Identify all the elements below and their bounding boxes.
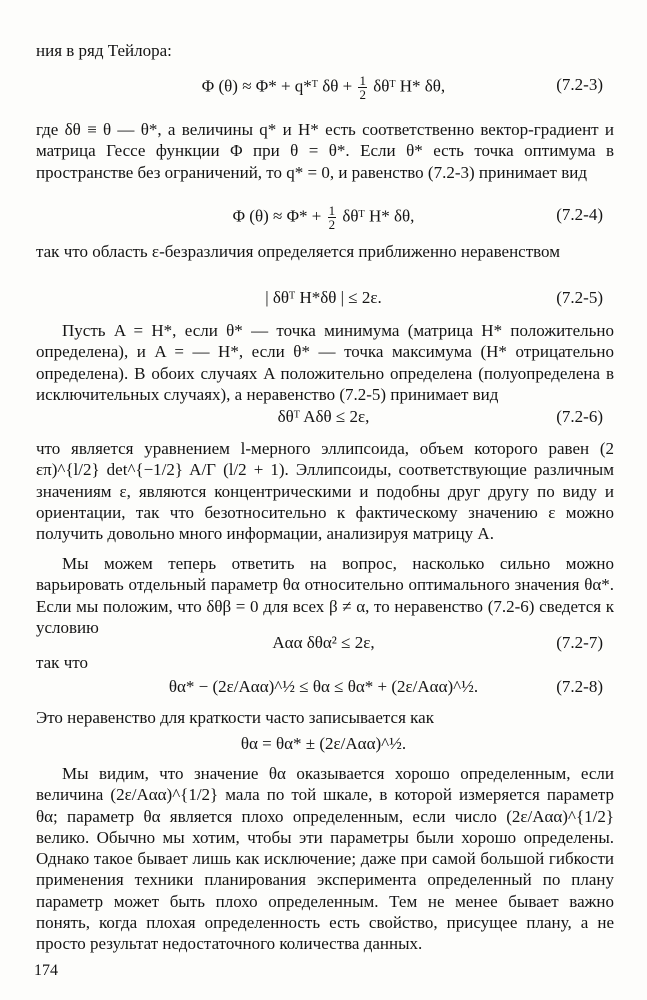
equation-number: (7.2-8): [556, 677, 603, 696]
fraction-one-half: $\frac{1}{2}$: [359, 73, 366, 102]
paragraph-matrix-a: Пусть A = H*, если θ* — точка минимума (матрица H* положительно определена), и A = — H*, если θ* — точка максимума (H* отрицательно определена). В обоих случаях A положительно определена (полуопределена в исключительных случаях), а неравенство (7.2-5) принимает вид: [36, 321, 614, 404]
equation-7-2-3: [0, 73, 647, 102]
equation-number: (7.2-3): [556, 75, 603, 94]
paragraph-short-form: Это неравенство для краткости часто записывается как: [36, 708, 434, 727]
equation-7-2-5: [0, 287, 647, 311]
paragraph-indifference-region: так что область ε-безразличия определяется приближенно неравенством: [36, 242, 560, 261]
equation-formula: θα = θα* ± (2ε/Aαα)^½.: [240, 734, 407, 753]
equation-formula: Φ (θ) ≈ Φ* + $\frac{1}{2}$ δθᵀ H* δθ,: [232, 203, 415, 232]
equation-formula: | δθᵀ H*δθ | ≤ 2ε.: [265, 288, 382, 307]
equation-7-2-6: [0, 406, 647, 430]
equation-7-2-8: [0, 676, 647, 700]
paragraph-gradient-hessian: где δθ ≡ θ — θ*, а величины q* и H* есть соответственно вектор-градиент и матрица Гессе функции Φ при θ = θ*. Если θ* есть точка оптимума в пространстве без ограничений, то q* = 0, и равенство (7.2-3) принимает вид: [36, 120, 614, 182]
equation-7-2-4: [0, 203, 647, 232]
equation-number: (7.2-6): [556, 407, 603, 426]
page-number: 174: [34, 962, 58, 979]
paragraph-taylor-intro: ния в ряд Тейлора:: [36, 41, 172, 60]
equation-formula: θα* − (2ε/Aαα)^½ ≤ θα ≤ θα* + (2ε/Aαα)^½.: [168, 677, 479, 696]
paragraph-so-that: так что: [36, 653, 88, 672]
fraction-one-half: $\frac{1}{2}$: [328, 203, 336, 232]
equation-formula: Φ (θ) ≈ Φ* + q*ᵀ δθ + $\frac{1}{2}$ δθᵀ H* δθ,: [201, 73, 446, 102]
equation-formula: Aαα δθα² ≤ 2ε,: [272, 633, 375, 652]
equation-number: (7.2-5): [556, 288, 603, 307]
equation-formula: δθᵀ Aδθ ≤ 2ε,: [277, 407, 370, 426]
equation-number: (7.2-4): [556, 205, 603, 224]
paragraph-single-parameter: Мы можем теперь ответить на вопрос, насколько сильно можно варьировать отдельный параметр θα относительно оптимального значения θα*. Если мы положим, что δθβ = 0 для всех β ≠ α, то неравенство (7.2-6) сведется к условию: [36, 554, 614, 637]
paragraph-well-defined: Мы видим, что значение θα оказывается хорошо определенным, если величина (2ε/Aαα)^{1/2} мала по той шкале, в которой измеряется параметр θα; параметр θα является плохо определенным, если число (2ε/Aαα)^{1/2} велико. Обычно мы хотим, чтобы эти параметры были хорошо определены. Однако такое бывает лишь как исключение; даже при самой большой гибкости применения техники планирования эксперимента определенный по плану параметр может быть плохо определенным. Тем не менее бывает важно понять, когда плохая определенность есть свойство, присущее плану, а не просто результат недостаточного количества данных.: [36, 764, 614, 954]
equation-short-form: [0, 733, 647, 757]
equation-number: (7.2-7): [556, 633, 603, 652]
paragraph-ellipsoid: что является уравнением l-мерного эллипсоида, объем которого равен (2 επ)^{l/2} det^{−1/2} A/Γ (l/2 + 1). Эллипсоиды, соответствующие различным значениям ε, являются концентрическими и подобны друг другу по виду и ориентации, так что безотносительно к фактическому значению ε можно получить довольно много информации, анализируя матрицу A.: [36, 439, 614, 544]
